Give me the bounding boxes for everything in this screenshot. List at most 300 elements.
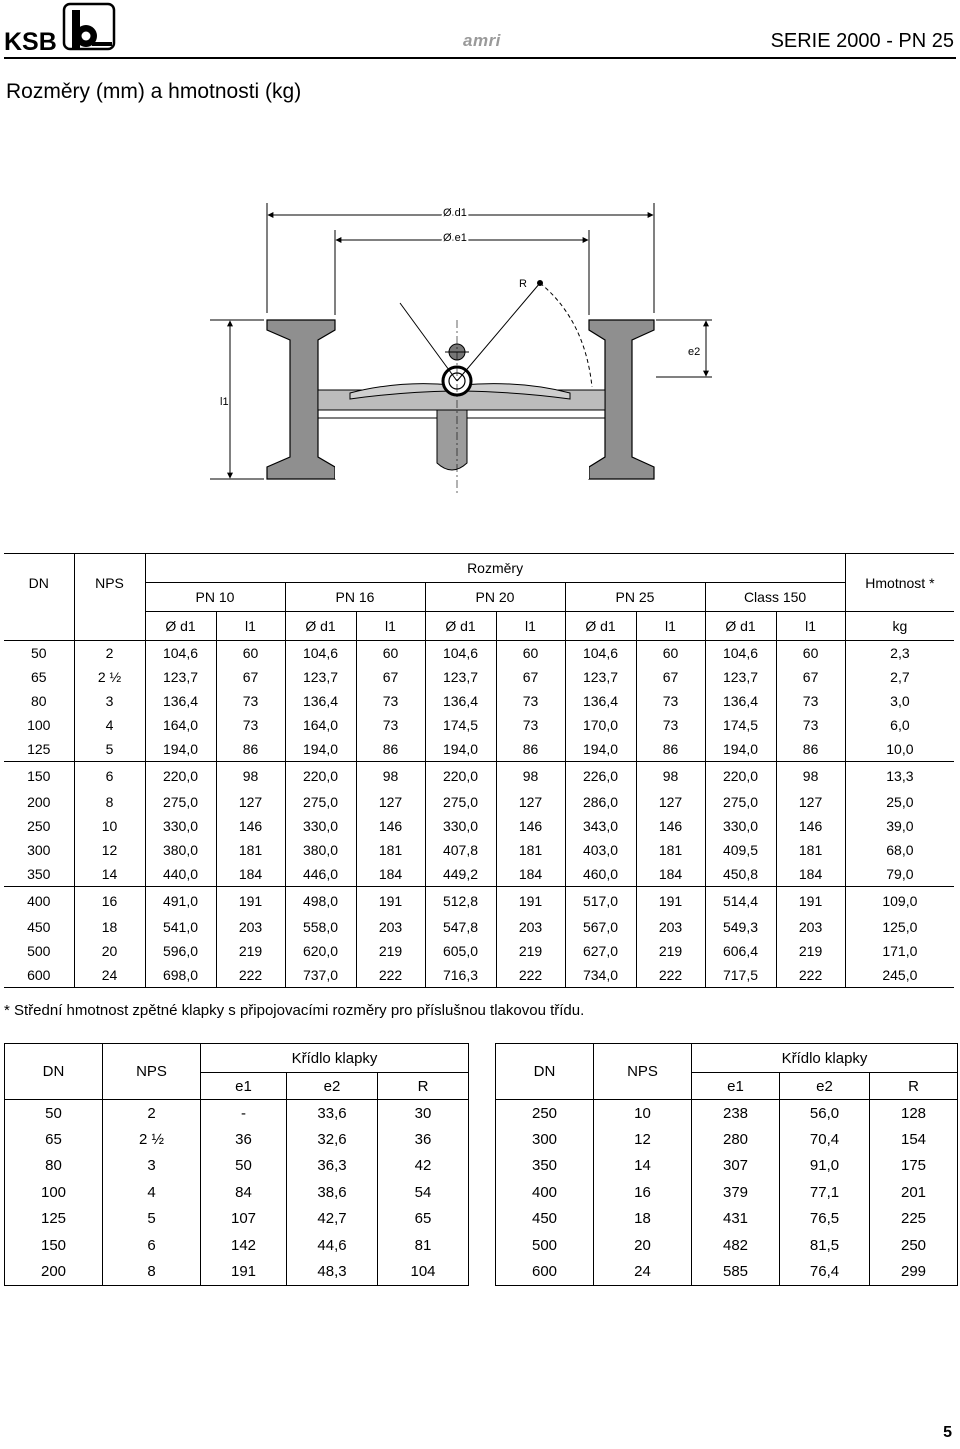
table-cell: 222 <box>496 963 565 988</box>
table-cell: 80 <box>4 689 74 713</box>
table-cell: 86 <box>496 737 565 762</box>
table-cell: 3 <box>103 1153 201 1179</box>
table-cell: 154 <box>900 1131 927 1149</box>
table-cell: 13,3 <box>886 768 914 784</box>
table-cell: 60 <box>776 641 845 666</box>
table-cell: 18 <box>74 915 145 939</box>
table-cell: 220,0 <box>705 762 776 791</box>
table-cell: 400 <box>4 887 74 916</box>
table-cell: 104,6 <box>565 641 636 666</box>
table-cell: 60 <box>356 641 425 666</box>
table-cell: 171,0 <box>882 943 918 959</box>
table-cell: 79,0 <box>845 862 954 887</box>
table-cell: 203 <box>216 915 285 939</box>
table-cell: 514,4 <box>705 887 776 916</box>
table-row <box>4 939 954 963</box>
table-cell: 86 <box>356 737 425 762</box>
table-cell: 146 <box>356 814 425 838</box>
table-cell: 10 <box>74 814 145 838</box>
table-cell: 123,7 <box>425 665 496 689</box>
disc-table-right <box>495 1043 958 1286</box>
table-cell: 491,0 <box>145 887 216 916</box>
table-cell: 3 <box>74 689 145 713</box>
table-cell: 8 <box>74 790 145 814</box>
col-dn: DN <box>4 554 74 612</box>
table-cell: 400 <box>496 1179 594 1205</box>
table-cell: 250 <box>496 1100 594 1127</box>
table-cell: 136,4 <box>285 689 356 713</box>
table-cell: 194,0 <box>145 737 216 762</box>
table-cell: 203 <box>496 915 565 939</box>
table-cell: 86 <box>636 737 705 762</box>
table-cell: 60 <box>496 641 565 666</box>
table-cell: 275,0 <box>425 790 496 814</box>
sub-l1: l1 <box>776 612 845 641</box>
table-row <box>4 689 954 713</box>
table-cell: 16 <box>74 887 145 916</box>
table-cell: 275,0 <box>285 790 356 814</box>
table-cell: 449,2 <box>425 862 496 887</box>
table-cell: 184 <box>356 862 425 887</box>
col-nps: NPS <box>74 554 145 612</box>
table-cell: 14 <box>594 1153 692 1179</box>
table-cell: 164,0 <box>145 713 216 737</box>
table-row <box>5 1179 469 1205</box>
table-cell: 220,0 <box>425 762 496 791</box>
table-cell: 737,0 <box>285 963 356 988</box>
table-cell: 4 <box>103 1179 201 1205</box>
class-pn25: PN 25 <box>565 583 705 612</box>
table-cell: 98 <box>216 762 285 791</box>
table-cell: 73 <box>776 689 845 713</box>
table-cell: 36 <box>201 1126 287 1152</box>
table-row <box>4 713 954 737</box>
table-cell: 73 <box>356 713 425 737</box>
label-e2: e2 <box>688 346 701 358</box>
table-cell: 512,8 <box>425 887 496 916</box>
table-cell: 222 <box>216 963 285 988</box>
table-cell: 517,0 <box>565 887 636 916</box>
table-cell: 104,6 <box>425 641 496 666</box>
class-pn20: PN 20 <box>425 583 565 612</box>
table-cell: 245,0 <box>845 963 954 988</box>
table-cell: 76,5 <box>780 1206 870 1232</box>
table-cell: 128 <box>900 1104 927 1122</box>
table-row <box>4 963 954 988</box>
table-cell: 20 <box>594 1232 692 1258</box>
table-cell: 142 <box>201 1232 287 1258</box>
table-cell: 558,0 <box>285 915 356 939</box>
table-cell: 73 <box>216 689 285 713</box>
table-row <box>4 665 954 689</box>
group-rozmery: Rozměry <box>145 554 845 583</box>
table-row <box>5 1206 469 1232</box>
table-row <box>496 1206 958 1232</box>
table-cell: 73 <box>776 713 845 737</box>
table-cell: 76,4 <box>780 1258 870 1285</box>
table-cell: 6 <box>103 1232 201 1258</box>
table-cell: 219 <box>496 939 565 963</box>
table-cell: 86 <box>776 737 845 762</box>
table-cell: 300 <box>4 838 74 862</box>
table-cell: 226,0 <box>565 762 636 791</box>
table-cell: 73 <box>496 713 565 737</box>
table-cell: 203 <box>776 915 845 939</box>
table-cell: 65 <box>4 665 74 689</box>
table-cell: 146 <box>216 814 285 838</box>
table-cell: 181 <box>356 838 425 862</box>
table-cell: 330,0 <box>285 814 356 838</box>
table-cell: 482 <box>692 1232 780 1258</box>
table-row <box>4 641 954 666</box>
table-cell: 717,5 <box>705 963 776 988</box>
table-cell: 123,7 <box>285 665 356 689</box>
table-cell: 181 <box>776 838 845 862</box>
table-cell: 184 <box>636 862 705 887</box>
table-row <box>4 790 954 814</box>
table-row <box>5 1126 469 1152</box>
table-cell: 86 <box>216 737 285 762</box>
table-cell: 24 <box>594 1258 692 1285</box>
table-cell: 220,0 <box>145 762 216 791</box>
table-cell: 127 <box>776 790 845 814</box>
table-cell: 600 <box>496 1258 594 1285</box>
label-l1: l1 <box>220 396 229 408</box>
table-row <box>4 814 954 838</box>
table-cell: 500 <box>496 1232 594 1258</box>
table-cell: 220,0 <box>285 762 356 791</box>
table-cell: 2 <box>74 641 145 666</box>
table-cell: 81 <box>414 1236 432 1254</box>
table-cell: 25,0 <box>886 794 914 810</box>
table-cell: 2,7 <box>890 669 910 685</box>
table-cell: 5 <box>103 1206 201 1232</box>
table-cell: 36 <box>414 1131 432 1149</box>
table-cell: 4 <box>74 713 145 737</box>
col-dn: DN <box>5 1044 103 1100</box>
table-cell: 104,6 <box>145 641 216 666</box>
sub-l1: l1 <box>636 612 705 641</box>
table-cell: 222 <box>356 963 425 988</box>
table-cell: 403,0 <box>565 838 636 862</box>
table-cell: 38,6 <box>287 1179 378 1205</box>
table-cell: 250 <box>4 814 74 838</box>
table-cell: 716,3 <box>425 963 496 988</box>
table-cell: 275,0 <box>145 790 216 814</box>
table-cell: 191 <box>496 887 565 916</box>
table-cell: 65 <box>414 1210 432 1228</box>
table-cell: 547,8 <box>425 915 496 939</box>
table-cell: 450,8 <box>705 862 776 887</box>
table-cell: 150 <box>5 1232 103 1258</box>
table-cell: 67 <box>636 665 705 689</box>
sub-d1: Ø d1 <box>705 612 776 641</box>
table-cell: 125 <box>5 1206 103 1232</box>
table-cell: 200 <box>5 1258 103 1285</box>
table-cell: 127 <box>636 790 705 814</box>
table-cell: 605,0 <box>425 939 496 963</box>
table-cell: 98 <box>496 762 565 791</box>
footnote: * Střední hmotnost zpětné klapky s připojovacími rozměry pro příslušnou tlakovou třídu. <box>4 1002 585 1019</box>
table-cell: 60 <box>636 641 705 666</box>
table-row <box>496 1126 958 1152</box>
table-cell: 431 <box>692 1206 780 1232</box>
table-cell: 68,0 <box>886 842 914 858</box>
table-cell: 73 <box>636 689 705 713</box>
table-cell: 567,0 <box>565 915 636 939</box>
table-cell: 343,0 <box>565 814 636 838</box>
table-row <box>496 1232 958 1258</box>
sub-d1: Ø d1 <box>565 612 636 641</box>
table-cell: 698,0 <box>145 963 216 988</box>
table-cell: 380,0 <box>285 838 356 862</box>
table-cell: 225 <box>900 1210 927 1228</box>
table-cell: 20 <box>74 939 145 963</box>
col-R: R <box>870 1073 958 1100</box>
table-cell: 73 <box>636 713 705 737</box>
table-cell: 42,7 <box>287 1206 378 1232</box>
table-row <box>5 1153 469 1179</box>
table-row <box>4 737 954 762</box>
table-cell: 500 <box>4 939 74 963</box>
weight-unit: kg <box>845 612 954 641</box>
table-cell: 184 <box>776 862 845 887</box>
table-cell: 250 <box>900 1236 927 1254</box>
table-cell: 70,4 <box>780 1126 870 1152</box>
label-e1: Ø e1 <box>443 232 467 244</box>
table-cell: 2,3 <box>890 645 910 661</box>
col-e1: e1 <box>201 1073 287 1100</box>
table-cell: 175 <box>900 1157 927 1175</box>
table-cell: 596,0 <box>145 939 216 963</box>
table-cell: 104 <box>410 1263 436 1281</box>
table-cell: 191 <box>201 1258 287 1285</box>
table-cell: 174,5 <box>705 713 776 737</box>
table-cell: 300 <box>496 1126 594 1152</box>
disc-table-right-body <box>496 1100 958 1286</box>
table-cell: 65 <box>5 1126 103 1152</box>
disc-table-left <box>4 1043 469 1286</box>
table-cell: 194,0 <box>565 737 636 762</box>
table-cell: 12 <box>74 838 145 862</box>
table-cell: 606,4 <box>705 939 776 963</box>
sub-d1: Ø d1 <box>285 612 356 641</box>
table-cell: 146 <box>496 814 565 838</box>
table-cell: 541,0 <box>145 915 216 939</box>
table-cell: 407,8 <box>425 838 496 862</box>
page-title: Rozměry (mm) a hmotnosti (kg) <box>6 80 302 103</box>
table-cell: 440,0 <box>145 862 216 887</box>
table-cell: 30 <box>414 1104 432 1122</box>
sub-d1: Ø d1 <box>425 612 496 641</box>
table-cell: 98 <box>636 762 705 791</box>
table-cell: 50 <box>5 1100 103 1127</box>
table-row <box>4 887 954 916</box>
table-cell: 39,0 <box>886 818 914 834</box>
table-cell: 181 <box>636 838 705 862</box>
table-cell: 2 ½ <box>74 665 145 689</box>
table-cell: 350 <box>4 862 74 887</box>
col-e2: e2 <box>780 1073 870 1100</box>
table-cell: 184 <box>496 862 565 887</box>
table-cell: 2 ½ <box>103 1126 201 1152</box>
dimensions-table-body <box>4 641 954 988</box>
table-row <box>4 838 954 862</box>
col-nps: NPS <box>103 1044 201 1100</box>
table-cell: 222 <box>776 963 845 988</box>
table-cell: 50 <box>201 1153 287 1179</box>
sub-l1: l1 <box>216 612 285 641</box>
table-cell: 10 <box>594 1100 692 1127</box>
table-cell: 6,0 <box>890 717 910 733</box>
table-cell: 42 <box>414 1157 432 1175</box>
amri-logo: amri <box>463 31 501 50</box>
table-row <box>5 1100 469 1127</box>
table-cell: 194,0 <box>705 737 776 762</box>
col-weight: Hmotnost * <box>845 554 954 612</box>
table-cell: 286,0 <box>565 790 636 814</box>
table-cell: 191 <box>636 887 705 916</box>
table-cell: 73 <box>216 713 285 737</box>
table-cell: 56,0 <box>780 1100 870 1127</box>
label-R: R <box>519 278 527 290</box>
table-cell: 60 <box>216 641 285 666</box>
group-kridlo: Křídlo klapky <box>201 1044 469 1073</box>
table-cell: 125,0 <box>882 919 918 935</box>
table-cell: 16 <box>594 1179 692 1205</box>
table-cell: 136,4 <box>705 689 776 713</box>
table-cell: 201 <box>900 1183 927 1201</box>
table-cell: 222 <box>636 963 705 988</box>
table-cell: 67 <box>216 665 285 689</box>
table-cell: 280 <box>692 1126 780 1152</box>
table-cell: 600 <box>4 963 74 988</box>
table-cell: 136,4 <box>145 689 216 713</box>
table-cell: 549,3 <box>705 915 776 939</box>
table-cell: 73 <box>356 689 425 713</box>
table-cell: 450 <box>496 1206 594 1232</box>
series-title: SERIE 2000 - PN 25 <box>770 30 954 52</box>
table-cell: 620,0 <box>285 939 356 963</box>
table-cell: 98 <box>776 762 845 791</box>
table-cell: 307 <box>692 1153 780 1179</box>
table-cell: 18 <box>594 1206 692 1232</box>
table-cell: 194,0 <box>425 737 496 762</box>
table-cell: 24 <box>74 963 145 988</box>
table-cell: 100 <box>4 713 74 737</box>
table-cell: 219 <box>636 939 705 963</box>
table-cell: 174,5 <box>425 713 496 737</box>
disc-table-left-body <box>5 1100 469 1286</box>
table-cell: 330,0 <box>145 814 216 838</box>
table-row <box>4 862 954 887</box>
col-R: R <box>378 1073 469 1100</box>
table-cell: 184 <box>216 862 285 887</box>
table-cell: 73 <box>496 689 565 713</box>
table-cell: 123,7 <box>565 665 636 689</box>
sub-l1: l1 <box>356 612 425 641</box>
table-cell: 12 <box>594 1126 692 1152</box>
table-cell: 123,7 <box>705 665 776 689</box>
table-cell: 44,6 <box>287 1232 378 1258</box>
table-cell: 191 <box>776 887 845 916</box>
table-cell: 109,0 <box>882 893 918 909</box>
table-row <box>5 1258 469 1285</box>
table-cell: 50 <box>4 641 74 666</box>
col-e1: e1 <box>692 1073 780 1100</box>
table-cell: 170,0 <box>565 713 636 737</box>
table-cell: 54 <box>414 1183 432 1201</box>
table-cell: 136,4 <box>565 689 636 713</box>
table-row <box>5 1232 469 1258</box>
table-cell: 123,7 <box>145 665 216 689</box>
table-cell: 127 <box>496 790 565 814</box>
table-cell: 127 <box>216 790 285 814</box>
table-cell: 136,4 <box>425 689 496 713</box>
page-number: 5 <box>943 1424 952 1441</box>
svg-text:KSB: KSB <box>4 28 57 54</box>
table-cell: 191 <box>216 887 285 916</box>
table-cell: 146 <box>636 814 705 838</box>
table-cell: 446,0 <box>285 862 356 887</box>
valve-section-drawing <box>200 195 720 525</box>
table-cell: 203 <box>636 915 705 939</box>
table-cell: 14 <box>74 862 145 887</box>
table-cell: 36,3 <box>287 1153 378 1179</box>
table-cell: 150 <box>4 762 74 791</box>
table-cell: 299 <box>900 1263 927 1281</box>
label-d1: Ø d1 <box>443 207 467 219</box>
table-cell: 67 <box>776 665 845 689</box>
table-cell: 181 <box>496 838 565 862</box>
table-cell: 450 <box>4 915 74 939</box>
table-cell: 98 <box>356 762 425 791</box>
table-row <box>496 1179 958 1205</box>
table-cell: 32,6 <box>287 1126 378 1152</box>
table-cell: 194,0 <box>285 737 356 762</box>
table-cell: 203 <box>356 915 425 939</box>
table-cell: 219 <box>356 939 425 963</box>
table-cell: - <box>201 1100 287 1127</box>
table-cell: 8 <box>103 1258 201 1285</box>
table-cell: 48,3 <box>287 1258 378 1285</box>
table-cell: 104,6 <box>705 641 776 666</box>
table-cell: 127 <box>356 790 425 814</box>
table-cell: 67 <box>496 665 565 689</box>
col-e2: e2 <box>287 1073 378 1100</box>
table-cell: 84 <box>201 1179 287 1205</box>
dimensions-table <box>4 553 954 988</box>
table-cell: 10,0 <box>845 737 954 762</box>
table-cell: 67 <box>356 665 425 689</box>
table-cell: 80 <box>5 1153 103 1179</box>
table-cell: 164,0 <box>285 713 356 737</box>
table-cell: 100 <box>5 1179 103 1205</box>
table-row <box>4 915 954 939</box>
table-cell: 104,6 <box>285 641 356 666</box>
table-row <box>4 762 954 791</box>
table-row <box>496 1153 958 1179</box>
table-cell: 191 <box>356 887 425 916</box>
table-cell: 200 <box>4 790 74 814</box>
table-cell: 146 <box>776 814 845 838</box>
table-cell: 91,0 <box>780 1153 870 1179</box>
table-cell: 219 <box>776 939 845 963</box>
table-cell: 330,0 <box>425 814 496 838</box>
col-nps: NPS <box>594 1044 692 1100</box>
group-kridlo: Křídlo klapky <box>692 1044 958 1073</box>
table-cell: 6 <box>74 762 145 791</box>
